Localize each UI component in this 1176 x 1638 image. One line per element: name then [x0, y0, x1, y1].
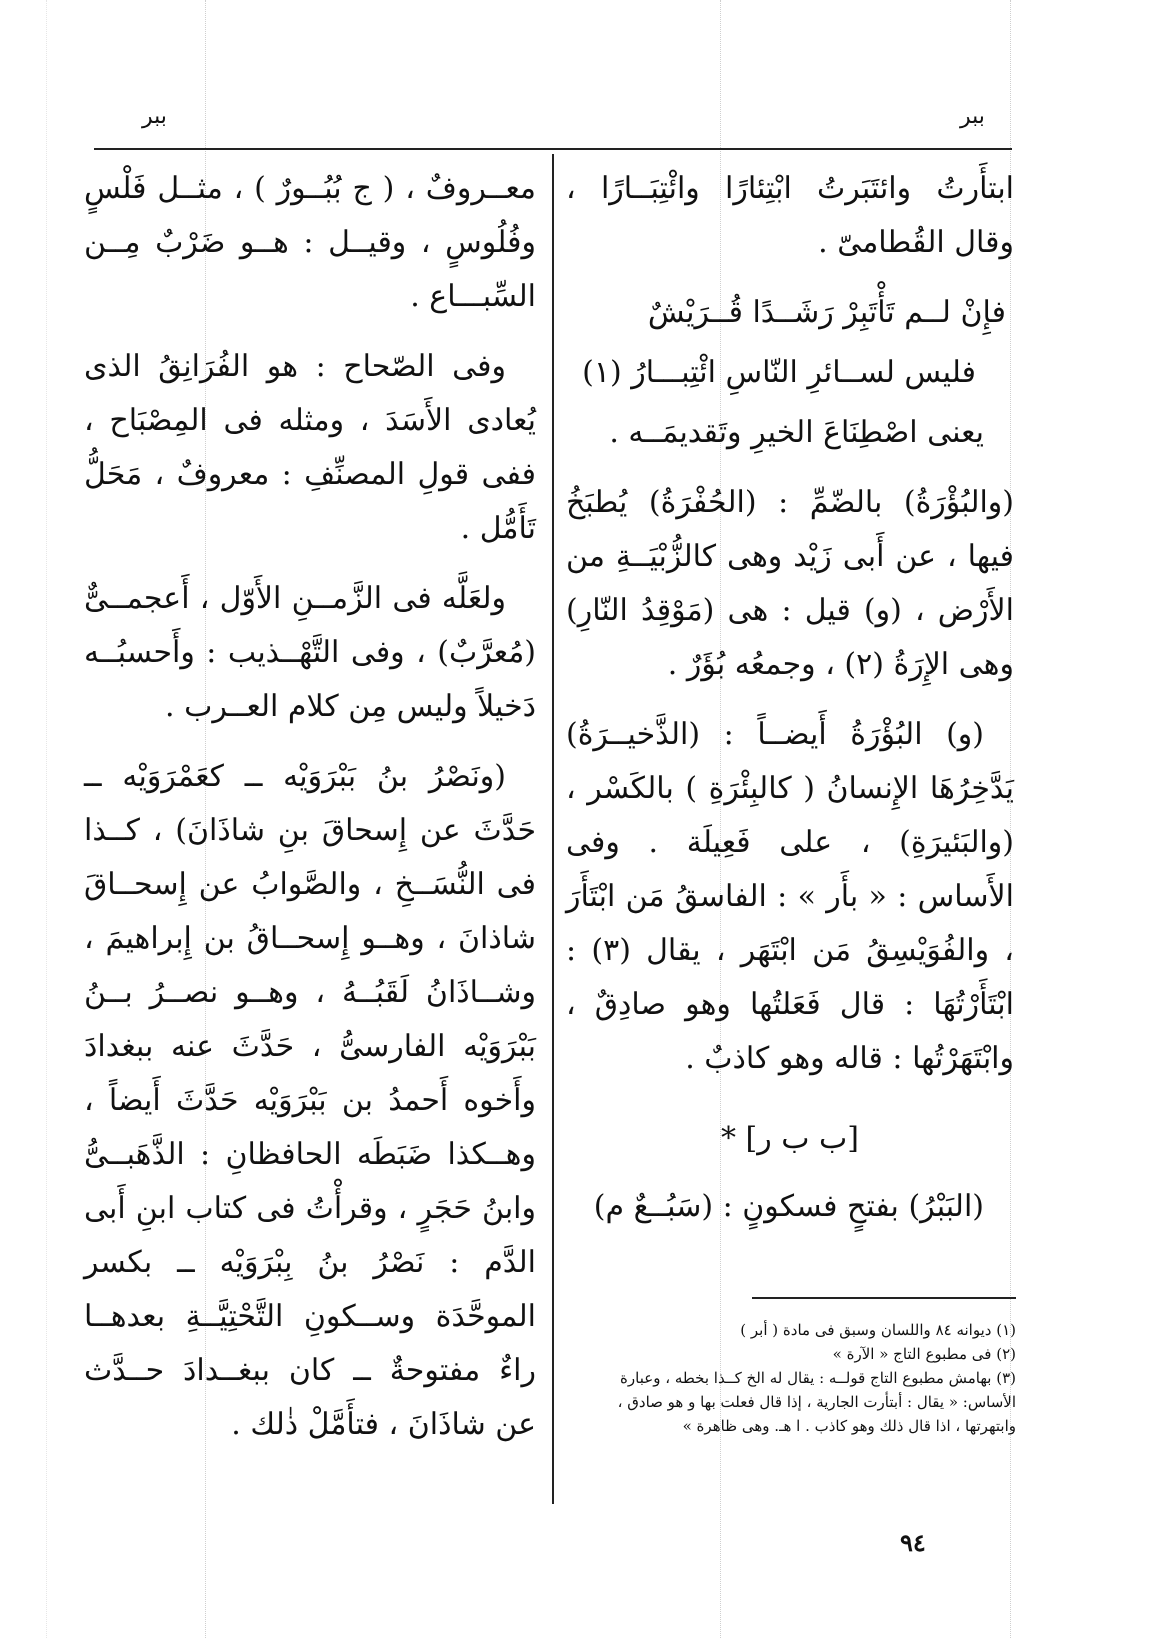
header-rule	[94, 148, 1012, 150]
footnote-rule	[752, 1297, 1016, 1299]
verse-line: فإِنْ لــم تَأْتَبِرْ رَشَــدًا قُــرَيْشٌ	[647, 295, 1006, 330]
paragraph: (ونَصْرُ بنُ بَبْرَوَيْه ــ كعَمْرَوَيْه ــ حَدَّثَ عن إِسحاقَ بنِ شاذَانَ) ، كــذا فى النُّسَــخِ ، والصَّوابُ عن إِسحــاقَ شاذانَ ، وهــو إِسحــاقُ بن إِبراهيمَ ، وشــاذَانُ لَقَبُــهُ ، وهــو نصــرُ بــنُ بَبْرَوَيْه الفارسىُّ ، حَدَّثَ عنه ببغدادَ وأَخوه أَحمدُ بن بَبْرَوَيْه حَدَّثَ أَيضاً ، وهــكذا ضَبَطَه الحافظانِ : الذَّهَبــىُّ وابنُ حَجَرٍ ، وقرأْتُ فى كتاب ابنِ أَبى الدَّم : نَصْرُ بنُ بِبْرَوَيْه ــ بكسر الموحَّدَة وســكونِ التَّحْتِيَّــةِ بعدهــا راءٌ مفتوحةٌ ــ كان ببغــدادَ حــدَّث عن شاذَانَ ، فتأَمَّلْ ذٰلك .	[84, 759, 536, 1442]
verse-line: فليس لســائرِ النّاسِ ائْتِبـــارُ (١)	[582, 355, 976, 390]
scan-fold-line	[46, 0, 47, 1638]
paragraph: ابتأَرتُ وائتَبَرتُ ابْتِئارًا وائْتِبَــارًا ، وقال القُطامىّ .	[566, 171, 1014, 260]
entry-heading: [ب ب ر] *	[721, 1121, 859, 1156]
running-head-left: ببر	[142, 104, 167, 129]
paragraph: (و) البُؤْرَةُ أَيضــاً : (الذَّخيــرَةُ) يَدَّخِرُهَا الإِنسانُ ( كالبِئْرَةِ ) بالكَسْر ، (والبَئيرَةِ) ، على فَعِيلَة . وفى الأَساس : « بأَر » : الفاسقُ مَن ابْتَأَرَ ، والفُوَيْسِقُ مَن ابْتَهَر ، يقال (٣) : ابْتَأَرْتُهَا : قال فَعَلتُها وهو صادِقٌ ، وابْتَهَرْتُها : قاله وهو كاذبٌ .	[566, 717, 1014, 1076]
page-number: ٩٤	[900, 1528, 926, 1557]
paragraph: وفى الصّحاح : هو الفُرَانِقُ الذى يُعادى الأَسَدَ ، ومثله فى المِصْبَاح ، ففى قولِ المصنِّفِ : معروفٌ ، مَحَلُّ تَأَمُّل .	[84, 349, 536, 546]
footnote: (٢) فى مطبوع التاج « الآرة »	[832, 1345, 1016, 1363]
paragraph: (البَبْرُ) بفتحٍ فسكونٍ : (سَبُــعٌ م)	[593, 1189, 984, 1224]
column-divider	[552, 154, 554, 1504]
paragraph: معــروفٌ ، ( ج بُبُــورٌ ) ، مثــل فَلْسٍ وفُلُوسٍ ، وقيــل : هــو ضَرْبٌ مِــن السِّبـــاع .	[84, 171, 536, 314]
paragraph: ولعَلَّه فى الزَّمــنِ الأَوّل ، أَعجمــىٌّ (مُعرَّبٌ) ، وفى التَّهْــذيب : وأَحسبُــه دَخيلاً وليس مِن كلام العــرب .	[84, 581, 536, 724]
running-head-right: ببر	[960, 104, 985, 129]
footnote: (١) ديوانه ٨٤ واللسان وسبق فى مادة ( أبر )	[740, 1321, 1016, 1339]
footnote: (٣) بهامش مطبوع التاج قولــه : يقال له الخ كــذا بخطه ، وعبارة الأساس: « يقال : أبتأرت الجارية ، إذا قال فعلت بها و هو صادق ، وابتهرتها ، اذا قال ذلك وهو كاذب . ا هـ. وهى ظاهرة »	[617, 1369, 1016, 1435]
right-column	[566, 162, 1014, 1250]
footnotes	[580, 1318, 1016, 1438]
paragraph: يعنى اصْطِنَاعَ الخيرِ وتَقديمَــه .	[609, 415, 984, 450]
left-column	[84, 162, 536, 1468]
paragraph: (والبُؤْرَةُ) بالضّمِّ : (الحُفْرَةُ) يُطبَخُ فيها ، عن أَبى زَيْد وهى كالزُّبْيَــةِ من الأَرْض ، (و) قيل : هى (مَوْقِدُ النّارِ) وهى الإِرَةُ (٢) ، وجمعُه بُؤَرٌ .	[566, 485, 1014, 682]
